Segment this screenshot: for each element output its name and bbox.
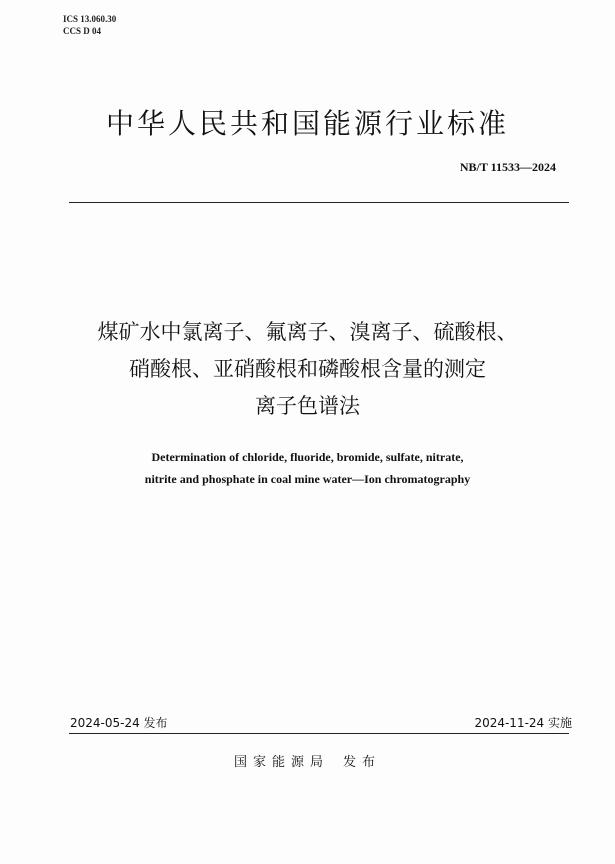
issuing-authority <box>0 751 615 770</box>
ccs-code: CCS D 04 <box>63 26 102 36</box>
issuer-action: 发布 <box>343 755 382 770</box>
title-zh-line: 硝酸根、亚硝酸根和磷酸根含量的测定 <box>129 357 486 381</box>
classification-codes <box>63 13 116 37</box>
bottom-divider <box>69 733 569 734</box>
top-divider <box>69 202 569 203</box>
document-title-english <box>0 446 615 490</box>
title-en-line: nitrite and phosphate in coal mine water—Ion chromatography <box>144 472 471 486</box>
title-zh-line: 离子色谱法 <box>255 394 360 418</box>
issuer-name: 国家能源局 <box>233 755 329 770</box>
document-title-chinese <box>0 314 615 425</box>
ics-code: ICS 13.060.30 <box>63 14 117 24</box>
title-zh-line: 煤矿水中氯离子、氟离子、溴离子、硫酸根、 <box>97 320 518 344</box>
issue-date: 2024-05-24 发布 <box>70 716 168 730</box>
standard-number: NB/T 11533—2024 <box>459 160 556 174</box>
implementation-date: 2024-11-24 实施 <box>474 716 572 730</box>
title-en-line: Determination of chloride, fluoride, bromide, sulfate, nitrate, <box>151 450 464 464</box>
standard-category-title: 中华人民共和国能源行业标准 <box>105 107 509 140</box>
